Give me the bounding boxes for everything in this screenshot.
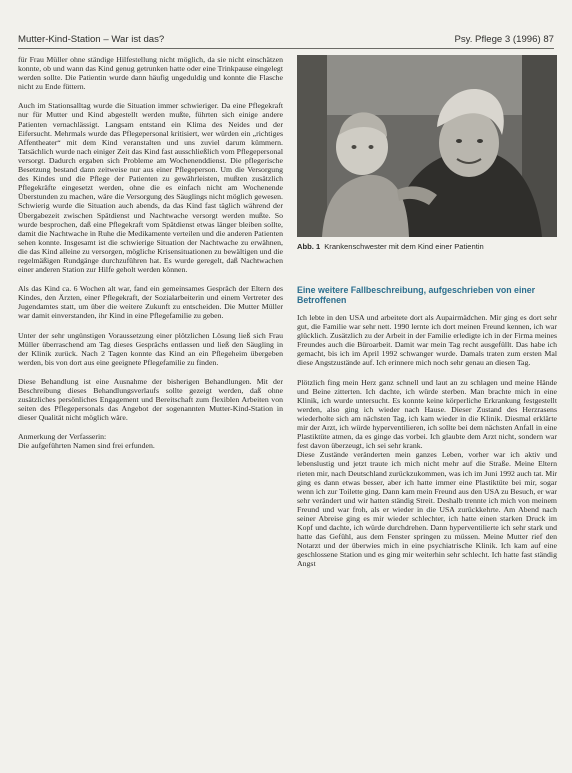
author-note-text: Die aufgeführten Namen sind frei erfunden. xyxy=(18,441,155,451)
section-heading: Eine weitere Fallbeschreibung, aufgeschrieben von einer Betroffenen xyxy=(297,285,536,305)
left-column xyxy=(18,55,283,451)
figure-label: Abb. 1 xyxy=(297,242,321,251)
paragraph: Plötzlich fing mein Herz ganz schnell und laut an zu schlagen und meine Hände und Beine zitterten. Ich dachte, ich würde sterben. Man brachte mich in eine Klinik, ich wurde untersucht. Es konnte keine körperliche Erkrankung festgestellt werden, also ging ich wieder nach Hause. Dieser Zustand des Herzrasens wiederholte sich am nächsten Tag, ich kam wieder in die Klinik. Diesmal erklärte mir der Arzt, ich würde hyperventilieren, ich sollte bei dem nächsten Anfall in eine Plastiktüte atmen, da es ginge das vorbei. Ich glaubte dem Arzt nicht, sondern war fest davon überzeugt, ich sei sehr krank. xyxy=(297,377,557,451)
header-journal-page: Psy. Pflege 3 (1996) 87 xyxy=(454,34,554,45)
figure-caption xyxy=(297,242,557,251)
header-title: Mutter-Kind-Station – War ist das? xyxy=(18,34,165,45)
paragraph: Unter der sehr ungünstigen Voraussetzung einer plötzlichen Lösung ließ sich Frau Müller überraschend am Tag dieses Gesprächs entlassen und ließ den Säugling in der Klinik zurück. Nach 2 Tagen konnte das Kind an ein Pflegeheim übergeben werden, bis von dort aus eine geeignete Pflegefamilie zu finden. xyxy=(18,330,283,367)
author-note xyxy=(18,432,283,450)
figure-photo xyxy=(297,55,557,237)
paragraph: Diese Zustände veränderten mein ganzes Leben, vorher war ich aktiv und lebenslustig und jetzt traute ich mich nicht mehr auf die Straße. Meine Eltern rieten mir, nach Deutschland zurückzukommen, was ich im Juni 1992 auch tat. Mir ging es dann etwas besser, aber ich hatte immer eine Plastiktüte bei mir, sogar wenn ich zur Toilette ging. Dann kam mein Freund aus den USA zu Besuch, er war sehr verändert und wir hatten ständig Streit. Deshalb trennte ich mich von meinem Freund und war froh, als er wieder in die USA zurückkehrte. Am Abend nach seiner Abreise ging es mir wieder schlechter, ich hatte einen starken Druck im Kopf und dachte, ich würde durchdrehen. Dann hyperventilierte ich sehr stark und hatte das Gefühl, aus dem Fenster springen zu müssen. Meine Mutter rief den Notarzt und der überwies mich in eine psychiatrische Klinik. Ich kam auf eine geschlossene Station und es ging mir weiterhin sehr schlecht. Ich hatte fast ständig Angst xyxy=(297,450,557,569)
photo-illustration xyxy=(297,55,557,237)
paragraph: Ich lebte in den USA und arbeitete dort als Aupairmädchen. Mir ging es dort sehr gut, die Familie war sehr nett. 1990 lernte ich dort meinen Freund kennen, ich war glücklich. Zusätzlich zu der Arbeit in der Familie erledigte ich in der Firma meines Freundes auch die Büroarbeit. Damit war mein Tag recht ausgefüllt. Das habe ich gemacht, bis ich im April 1992 schwanger wurde. Damals traten zum ersten Mal diese Angstzustände auf. Ich erinnere mich noch sehr genau an diesen Tag. xyxy=(297,313,557,368)
header-rule xyxy=(18,48,554,49)
figure-caption-text: Krankenschwester mit dem Kind einer Patientin xyxy=(324,242,484,251)
paragraph: für Frau Müller ohne ständige Hilfestellung nicht möglich, da sie nicht einschätzen konnte, ob und wann das Kind genug getrunken hatte oder eine Trinkpause eingelegt werden sollte. Die Patientin wurde dann häufig ungeduldig und konnte die Flasche nicht zu Ende füttern. xyxy=(18,55,283,92)
author-note-title: Anmerkung der Verfasserin: xyxy=(18,432,107,442)
paragraph: Als das Kind ca. 6 Wochen alt war, fand ein gemeinsames Gespräch der Eltern des Kindes, den Ärzten, einer Pflegekraft, der Sozialarbeiterin und einem Vertreter des Jugendamtes statt, um über die weitere Zukunft zu entscheiden. Die Mutter Müller war damit einverstanden, ihr Kind in eine Pflegefamilie zu geben. xyxy=(18,284,283,321)
running-header xyxy=(18,34,554,48)
paragraph: Auch im Stationsalltag wurde die Situation immer schwieriger. Da eine Pflegekraft nur für Mutter und Kind abgestellt werden mußte, führten sich einige andere Patienten vernachlässigt. Langsam entstand ein Klima des Neides und der Eifersucht. Mehrmals wurde das Pflegepersonal kritisiert, wer würden ein „richtiges Affentheater“ mit dem Kind veranstalten und uns zuviel darum kümmern. Tatsächlich wurde nach einiger Zeit das Kind fast ausschließlich vom Pflegepersonal versorgt. Dadurch ergaben sich Probleme am Wochenenddienst. Die pflegerische Besetzung bestand dann zeitweise nur aus einer Pflegeperson. Um die Versorgung des Kindes und die Pflege der Patienten zu gewährleisten, mußten zusätzlich Pflegekräfte eingesetzt werden, ohne die es einfach nicht am Wochenende Überstunden zu machen, wäre die Versorgung des Säuglings nicht möglich gewesen. Schwierig wurde die Situation auch abends, da das Kind fast täglich während der Übergabezeit zwischen Spätdienst und Nachtwache versorgt werden mußte. So wurde besprochen, daß eine Pflegekraft vom Spätdienst etwas länger bleiben sollte, damit die Nachtwache in Ruhe die Medikamente verteilen und die anderen Patienten sehen konnte. Insgesamt ist die schwierige Situation der Nachtwache zu erwähnen, die das Kind alleine zu versorgen, mögliche Krisensituationen zu bewältigen und die regelmäßigen Rundgänge durchzuführen hat. Es wurde geregelt, daß Nachtwachen einer anderen Station zur Hilfe geholt werden können. xyxy=(18,101,283,275)
right-column xyxy=(297,313,557,569)
paragraph: Diese Behandlung ist eine Ausnahme der bisherigen Behandlungen. Mit der Beschreibung dieses Behandlungsverlaufs sollte gezeigt werden, daß ohne zusätzliches persönliches Engagement und Bereitschaft zum flexiblen Arbeiten von seiten des Pflegepersonals das Angebot der sogenannten Mutter-Kind-Station in dieser Qualität nicht möglich wäre. xyxy=(18,376,283,423)
